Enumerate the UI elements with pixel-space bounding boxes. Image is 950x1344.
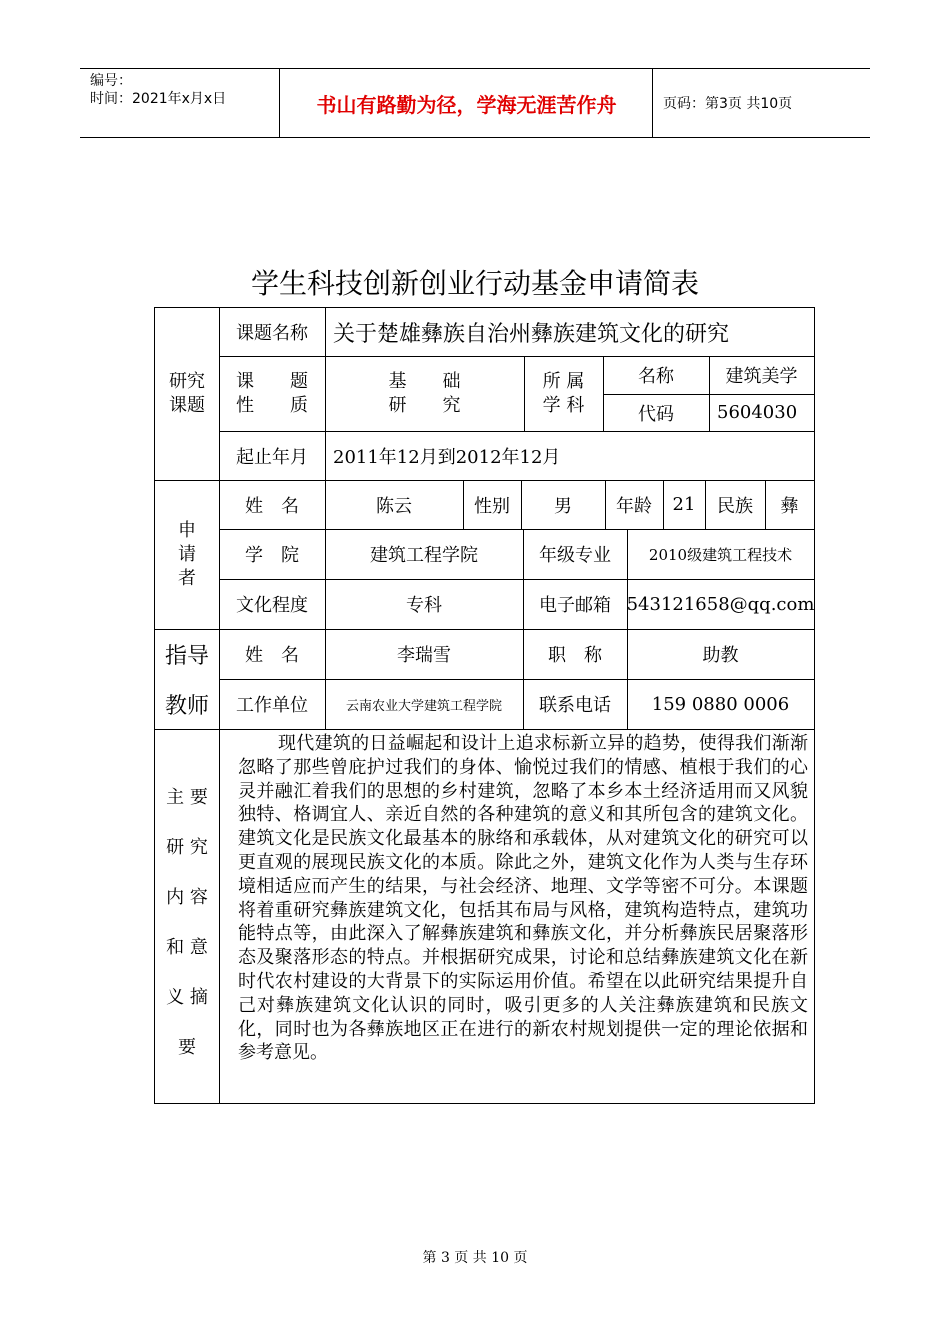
period-value: 2011年12月到2012年12月: [333, 446, 561, 468]
applicant-section-label: 申 请 者: [178, 519, 196, 589]
gender: 男: [554, 495, 572, 517]
college: 建筑工程学院: [370, 545, 478, 566]
topic-nature-label: 课 题 性 质: [236, 370, 308, 416]
header-page-code: 页码：第3页 共10页: [663, 96, 793, 112]
page-header: [80, 68, 870, 138]
document-number-label: 编号：: [90, 73, 132, 89]
discipline-label: 所 属 学 科: [542, 370, 585, 416]
email: 543121658@qq.com: [626, 593, 815, 615]
age: 21: [672, 494, 696, 515]
topic-nature-value: 基 础 研 究: [388, 370, 461, 416]
period-label: 起止年月: [236, 446, 308, 468]
advisor-title-label: 职 称: [548, 645, 602, 666]
header-motto: 书山有路勤为径，学海无涯苦作舟: [281, 69, 653, 137]
email-label: 电子邮箱: [539, 595, 611, 616]
grade-label: 年级专业: [539, 545, 611, 566]
page-footer: 第 3 页 共 10 页: [422, 1250, 528, 1266]
advisor-title: 助教: [702, 645, 739, 666]
advisor-section-label-1: 指导: [164, 643, 209, 669]
ethnicity: 彝: [780, 495, 799, 517]
advisor-name-label: 姓 名: [245, 645, 299, 666]
discipline-code-label: 代码: [638, 403, 674, 425]
advisor-section-label-2: 教师: [164, 693, 209, 719]
header-meta: [80, 69, 280, 137]
gender-label: 性别: [474, 495, 510, 517]
education: 专科: [406, 595, 442, 616]
age-label: 年龄: [616, 495, 652, 517]
ethnicity-label: 民族: [717, 495, 753, 517]
applicant-name: 陈云: [376, 495, 412, 517]
research-section-label: 研究 课题: [169, 371, 205, 416]
form-title: 学生科技创新创业行动基金申请简表: [250, 267, 699, 300]
advisor-unit: 云南农业大学建筑工程学院: [345, 698, 502, 714]
college-label: 学 院: [245, 545, 299, 566]
topic-name: 关于楚雄彝族自治州彝族建筑文化的研究: [333, 321, 730, 347]
advisor-phone-label: 联系电话: [539, 695, 611, 716]
discipline-name: 建筑美学: [725, 366, 798, 387]
discipline-code: 5604030: [717, 402, 798, 423]
summary-text: 现代建筑的日益崛起和设计上追求标新立异的趋势，使得我们渐渐忽略了那些曾庇护过我们的身体、愉悦过我们的情感、植根于我们的心灵并融汇着我们的思想的乡村建筑，忽略了本乡本土经济适用而又风貌独特、格调宜人、亲近自然的各种建筑的意义和其所包含的建筑文化。建筑文化是民族文化最基本的脉络和承载体，从对建筑文化的研究可以更直观的展现民族文化的本质。除此之外，建筑文化作为人类与生存环境相适应而产生的结果，与社会经济、地理、文学等密不可分。本课题将着重研究彝族建筑文化，包括其布局与风格，建筑构造特点，建筑功能特点等，由此深入了解彝族建筑和彝族文化，并分析彝族民居聚落形态及聚落形态的特点。并根据研究成果，讨论和总结彝族建筑文化在新时代农村建设的大背景下的实际运用价值。希望在以此研究结果提升自己对彝族建筑文化认识的同时，吸引更多的人关注彝族建筑和民族文化，同时也为各彝族地区正在进行的新农村规划提供一定的理论依据和参考意见。: [238, 733, 808, 1064]
advisor-unit-label: 工作单位: [236, 695, 308, 716]
applicant-name-label: 姓 名: [245, 495, 299, 517]
grade: 2010级建筑工程技术: [648, 545, 793, 564]
advisor-name: 李瑞雪: [397, 645, 451, 666]
education-label: 文化程度: [236, 595, 308, 616]
topic-name-label: 课题名称: [236, 323, 308, 344]
summary-label: 主 要 研 究 内 容 和 意 义 摘 要: [166, 787, 208, 1058]
advisor-phone: 159 0880 0006: [651, 693, 790, 715]
discipline-name-label: 名称: [638, 366, 674, 387]
document-time: 时间：2021年x月x日: [90, 91, 227, 107]
